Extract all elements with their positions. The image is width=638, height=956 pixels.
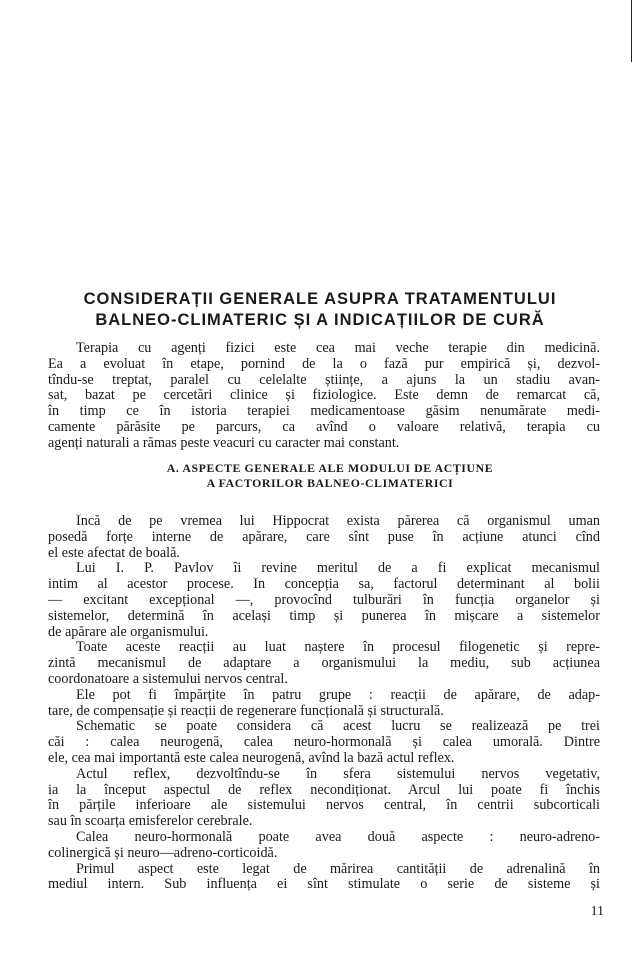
text-line: ia la început aspectul de reflex necondiționat. Arcul lui poate fi închis	[48, 782, 600, 798]
text-line: intim al acestor procese. În concepția sa, factorul determinant al bolii	[48, 577, 600, 593]
paragraph	[48, 767, 600, 830]
text-line: ele, cea mai importantă este calea neurogenă, avînd la bază actul reflex.	[48, 750, 455, 766]
text-line: — excitant excepțional —, provocînd tulburări în funcția organelor și	[48, 592, 600, 608]
section-title-line-1: A. ASPECTE GENERALE ALE MODULUI DE ACȚIUNE	[166, 461, 494, 475]
intro-section	[48, 341, 600, 452]
text-line: sistemelor, determină în același timp și punerea în mișcare a sistemelor	[48, 608, 600, 624]
text-line: Ele pot fi împărțite în patru grupe : reacții de apărare, de adap-	[76, 687, 600, 703]
text-line: Schematic se poate considera că acest lucru se realizează pe trei	[76, 719, 600, 735]
paragraph	[48, 862, 600, 894]
page-number: 11	[590, 904, 604, 919]
text-line: Calea neuro-hormonală poate avea două aspecte : neuro-adreno-	[76, 829, 600, 845]
text-line: Lui I. P. Pavlov îi revine meritul de a fi explicat mecanismul	[76, 561, 600, 577]
intro-line: tîndu-se treptat, paralel cu celelalte științe, a ajuns la un stadiu avan-	[48, 372, 600, 388]
text-line: căi : calea neurogenă, calea neuro-hormonală și calea umorală. Dintre	[48, 735, 600, 751]
paragraph	[48, 830, 600, 862]
intro-line: Terapia cu agenți fizici este cea mai veche terapie din medicină.	[76, 341, 600, 356]
text-line: Actul reflex, dezvoltîndu-se în sfera sistemului nervos vegetativ,	[76, 766, 600, 782]
paragraph	[48, 719, 600, 766]
text-line: mediul intern. Sub influența ei sînt stimulate o serie de sisteme și	[48, 877, 600, 893]
intro-line: agenți naturali a rămas peste veacuri cu caracter mai constant.	[48, 435, 400, 451]
text-line: de apărare ale organismului.	[48, 624, 209, 640]
text-line: el este afectat de boală.	[48, 545, 180, 561]
text-line: colinergică și neuro—adreno-corticoidă.	[48, 845, 278, 861]
text-line: în părțile inferioare ale sistemului nervos central, în centrii subcorticali	[48, 798, 600, 814]
text-line: Încă de pe vremea lui Hippocrat exista părerea că organismul uman	[76, 514, 600, 529]
paragraph	[48, 640, 600, 687]
intro-line: camente părăsite pe parcurs, ca avînd o valoare relativă, terapia cu	[48, 419, 600, 435]
paragraph	[48, 688, 600, 720]
paragraph	[48, 561, 600, 640]
intro-line: în timp ce în istoria terapiei medicamentoase găsim nenumărate medi-	[48, 404, 600, 420]
main-text	[48, 514, 600, 893]
intro-line: sat, bazat pe cercetări clinice și fiziologice. Este demn de remarcat că,	[48, 388, 600, 404]
text-line: posedă forțe interne de apărare, care sînt puse în acțiune atunci cînd	[48, 529, 600, 545]
chapter-title-line-2: BALNEO-CLIMATERIC ȘI A INDICAȚIILOR DE CURĂ	[95, 311, 545, 329]
text-line: tare, de compensație și reacții de regenerare funcțională și structurală.	[48, 703, 444, 719]
text-line: Toate aceste reacții au luat naștere în procesul filogenetic și repre-	[76, 640, 600, 656]
scan-edge-mark	[631, 0, 632, 62]
chapter-title-line-1: CONSIDERAȚII GENERALE ASUPRA TRATAMENTULUI	[83, 290, 557, 308]
text-line: zintă mecanismul de adaptare a organismului la mediu, sub acțiunea	[48, 656, 600, 672]
paragraph	[48, 514, 600, 561]
intro-paragraph	[48, 341, 600, 452]
text-line: sau în scoarța emisferelor cerebrale.	[48, 814, 253, 830]
section-title	[60, 461, 600, 490]
intro-line: Ea a evoluat în etape, pornind de la o fază pur empirică și, dezvol-	[48, 356, 600, 372]
section-title-line-2: A FACTORILOR BALNEO-CLIMATERICI	[206, 475, 454, 490]
chapter-title	[40, 289, 600, 331]
text-line: coordonatoare a sistemului nervos central.	[48, 671, 288, 687]
text-line: Primul aspect este legat de mărirea cantității de adrenalină în	[76, 861, 600, 877]
